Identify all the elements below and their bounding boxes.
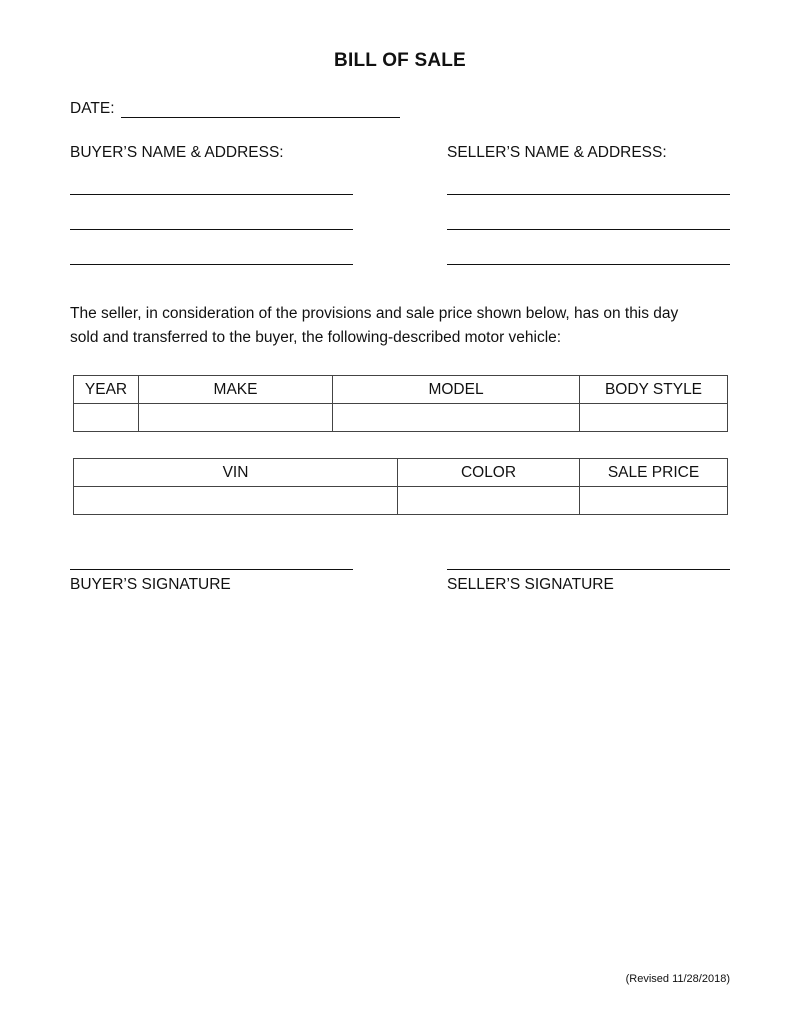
price-table-header-row: [74, 459, 728, 487]
seller-address-line-1[interactable]: [447, 194, 730, 195]
price-table-entry-row: [74, 487, 728, 515]
price-table: [73, 458, 728, 515]
model-cell[interactable]: [333, 404, 580, 432]
make-cell[interactable]: [139, 404, 333, 432]
header-model: MODEL: [333, 376, 580, 404]
buyer-address-line-2[interactable]: [70, 229, 353, 230]
buyer-address-label: BUYER’S NAME & ADDRESS:: [70, 144, 284, 161]
seller-signature-label: SELLER’S SIGNATURE: [447, 576, 614, 593]
buyer-signature-line[interactable]: [70, 569, 353, 570]
revision-note: (Revised 11/28/2018): [625, 973, 730, 985]
header-body-style: BODY STYLE: [580, 376, 728, 404]
color-cell[interactable]: [398, 487, 580, 515]
vin-cell[interactable]: [74, 487, 398, 515]
seller-address-label: SELLER’S NAME & ADDRESS:: [447, 144, 667, 161]
header-sale-price: SALE PRICE: [580, 459, 728, 487]
seller-address-line-3[interactable]: [447, 264, 730, 265]
intro-paragraph: The seller, in consideration of the provisions and sale price shown below, has on this day sold and transferred to the buyer, the following-described motor vehicle:: [70, 305, 679, 346]
date-field[interactable]: [121, 117, 400, 118]
vehicle-table-header-row: [74, 376, 728, 404]
vehicle-table-entry-row: [74, 404, 728, 432]
date-label: DATE:: [70, 100, 115, 117]
vehicle-table: [73, 375, 728, 432]
year-cell[interactable]: [74, 404, 139, 432]
buyer-address-line-1[interactable]: [70, 194, 353, 195]
header-year: YEAR: [74, 376, 139, 404]
header-color: COLOR: [398, 459, 580, 487]
seller-signature-line[interactable]: [447, 569, 730, 570]
header-make: MAKE: [139, 376, 333, 404]
buyer-signature-label: BUYER’S SIGNATURE: [70, 576, 231, 593]
seller-address-line-2[interactable]: [447, 229, 730, 230]
sale-price-cell[interactable]: [580, 487, 728, 515]
buyer-address-line-3[interactable]: [70, 264, 353, 265]
body-style-cell[interactable]: [580, 404, 728, 432]
document-title: BILL OF SALE: [334, 50, 466, 71]
header-vin: VIN: [74, 459, 398, 487]
